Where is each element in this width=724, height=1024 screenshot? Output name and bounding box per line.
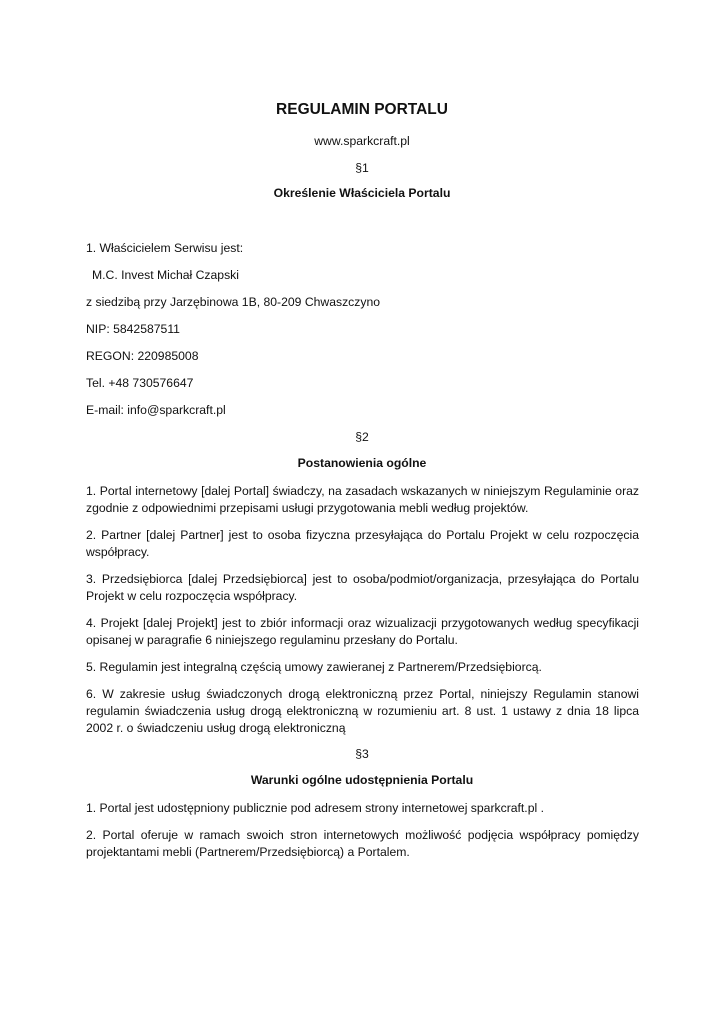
text-line: 2002 r. o świadczeniu usług drogą elektroniczną: [86, 721, 346, 735]
owner-regon: REGON: 220985008: [86, 349, 199, 363]
owner-intro: 1. Właścicielem Serwisu jest:: [86, 241, 244, 255]
owner-email: E-mail: info@sparkcraft.pl: [86, 403, 226, 417]
document-title: REGULAMIN PORTALU: [276, 101, 448, 118]
section-2-heading: Postanowienia ogólne: [297, 456, 427, 470]
section-3-heading: Warunki ogólne udostępnienia Portalu: [250, 773, 474, 787]
text-line: zgodnie z odpowiednimi przepisami usługi przygotowania mebli według projektów.: [86, 501, 529, 515]
text-line: 2. Portal oferuje w ramach swoich stron internetowych możliwość podjęcia współpracy pomiędzy: [86, 828, 639, 842]
owner-name: M.C. Invest Michał Czapski: [92, 268, 239, 282]
text-line: projektantami mebli (Partnerem/Przedsiębiorcą) a Portalem.: [86, 845, 410, 859]
s2-paragraph-2: [86, 527, 639, 561]
text-line: 3. Przedsiębiorca [dalej Przedsiębiorca] jest to osoba/podmiot/organizacja, przesyłająca do Portalu: [86, 572, 639, 586]
s2-paragraph-3: [86, 571, 639, 605]
text-line: 2. Partner [dalej Partner] jest to osoba fizyczna przesyłająca do Portalu Projekt w celu rozpoczęcia: [86, 528, 639, 542]
section-1-mark: §1: [355, 161, 369, 175]
section-1-heading: Określenie Właściciela Portalu: [273, 186, 451, 200]
text-line: współpracy.: [86, 545, 150, 559]
owner-nip: NIP: 5842587511: [86, 322, 180, 336]
owner-address: z siedzibą przy Jarzębinowa 1B, 80-209 Chwaszczyno: [86, 295, 380, 309]
s2-paragraph-6: [86, 686, 639, 737]
text-line: 5. Regulamin jest integralną częścią umowy zawieranej z Partnerem/Przedsiębiorcą.: [86, 660, 542, 674]
text-line: Projekt w celu rozpoczęcia współpracy.: [86, 589, 298, 603]
s2-paragraph-4: [86, 615, 639, 649]
owner-phone: Tel. +48 730576647: [86, 376, 194, 390]
section-2-mark: §2: [355, 430, 369, 444]
s3-paragraph-1: [86, 800, 639, 817]
text-line: opisanej w paragrafie 6 niniejszego regulaminu przesłany do Portalu.: [86, 633, 458, 647]
text-line: 1. Portal jest udostępniony publicznie pod adresem strony internetowej sparkcraft.pl .: [86, 801, 544, 815]
section-3-mark: §3: [355, 747, 369, 761]
text-line: 1. Portal internetowy [dalej Portal] świadczy, na zasadach wskazanych w niniejszym Regulaminie oraz: [86, 484, 639, 498]
website-url: www.sparkcraft.pl: [314, 134, 410, 148]
s2-paragraph-5: [86, 659, 639, 676]
s2-paragraph-1: [86, 483, 639, 517]
text-line: 6. W zakresie usług świadczonych drogą elektroniczną przez Portal, niniejszy Regulamin stanowi: [86, 687, 639, 701]
s3-paragraph-2: [86, 827, 639, 861]
text-line: regulamin świadczenia usług drogą elektroniczną w rozumieniu art. 8 ust. 1 ustawy z dnia 18 lipca: [86, 704, 639, 718]
text-line: 4. Projekt [dalej Projekt] jest to zbiór informacji oraz wizualizacji przygotowanych według specyfikacji: [86, 616, 639, 630]
